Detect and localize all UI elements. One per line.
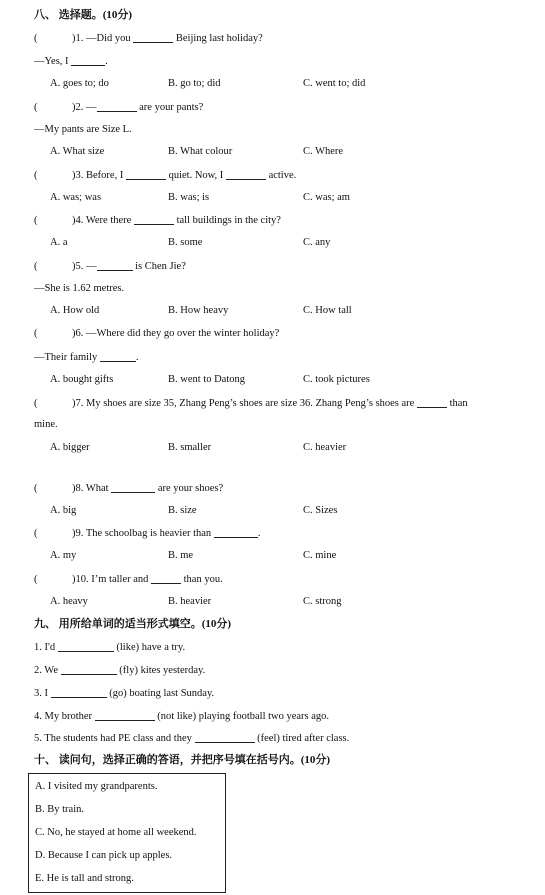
- q1-option-b[interactable]: B. go to; did: [168, 78, 221, 89]
- answer-b: B. By train.: [35, 804, 84, 815]
- q7-option-a[interactable]: A. bigger: [50, 442, 90, 453]
- answer-c: C. No, he stayed at home all weekend.: [35, 827, 197, 838]
- fill-item-4: 4. My brother (not like) playing football two years ago.: [34, 711, 330, 722]
- fill-item-2: 2. We (fly) kites yesterday.: [34, 665, 206, 676]
- blank[interactable]: [61, 663, 117, 675]
- blank[interactable]: [214, 526, 258, 538]
- answer-d: D. Because I can pick up apples.: [35, 850, 173, 861]
- q10-option-a[interactable]: A. heavy: [50, 596, 88, 607]
- q3-option-b[interactable]: B. was; is: [168, 192, 210, 203]
- q2-option-a[interactable]: A. What size: [50, 146, 105, 157]
- q4-option-a[interactable]: A. a: [50, 237, 68, 248]
- fill-item-1: 1. I'd (like) have a try.: [34, 642, 186, 653]
- q3-option-c[interactable]: C. was; am: [303, 192, 350, 203]
- q5-option-b[interactable]: B. How heavy: [168, 305, 229, 316]
- q7-option-c[interactable]: C. heavier: [303, 442, 347, 453]
- blank[interactable]: [100, 350, 136, 362]
- q9-option-c[interactable]: C. mine: [303, 550, 337, 561]
- blank[interactable]: [51, 686, 107, 698]
- q2-option-c[interactable]: C. Where: [303, 146, 344, 157]
- question-1-reply: —Yes, I .: [34, 56, 108, 67]
- question-1: ( )1. —Did you Beijing last holiday?: [34, 33, 263, 44]
- blank[interactable]: [95, 709, 155, 721]
- q5-option-a[interactable]: A. How old: [50, 305, 100, 316]
- question-8: ( )8. What are your shoes?: [34, 483, 224, 494]
- q10-option-b[interactable]: B. heavier: [168, 596, 212, 607]
- q6-option-a[interactable]: A. bought gifts: [50, 374, 114, 385]
- blank[interactable]: [133, 31, 173, 43]
- question-10: ( )10. I’m taller and than you.: [34, 574, 223, 585]
- blank[interactable]: [111, 481, 155, 493]
- q9-option-b[interactable]: B. me: [168, 550, 194, 561]
- blank[interactable]: [151, 572, 181, 584]
- blank[interactable]: [97, 100, 137, 112]
- q4-option-b[interactable]: B. some: [168, 237, 203, 248]
- blank[interactable]: [97, 259, 133, 271]
- blank[interactable]: [71, 54, 105, 66]
- section-8-title: 八、 选择题。(10分): [34, 9, 133, 21]
- fill-item-3: 3. I (go) boating last Sunday.: [34, 688, 215, 699]
- q2-option-b[interactable]: B. What colour: [168, 146, 233, 157]
- q1-option-a[interactable]: A. goes to; do: [50, 78, 109, 89]
- question-2-reply: —My pants are Size L.: [34, 124, 132, 135]
- q3-option-a[interactable]: A. was; was: [50, 192, 102, 203]
- q4-option-c[interactable]: C. any: [303, 237, 331, 248]
- q8-option-c[interactable]: C. Sizes: [303, 505, 338, 516]
- q7-option-b[interactable]: B. smaller: [168, 442, 212, 453]
- blank[interactable]: [134, 213, 174, 225]
- section-9-title: 九、 用所给单词的适当形式填空。(10分): [34, 618, 232, 630]
- question-6-reply: —Their family .: [34, 352, 139, 363]
- q8-option-a[interactable]: A. big: [50, 505, 77, 516]
- question-7: ( )7. My shoes are size 35, Zhang Peng’s shoes are size 36. Zhang Peng’s shoes are than: [34, 398, 468, 409]
- q8-option-b[interactable]: B. size: [168, 505, 197, 516]
- q10-option-c[interactable]: C. strong: [303, 596, 342, 607]
- blank[interactable]: [126, 168, 166, 180]
- question-3: ( )3. Before, I quiet. Now, I active.: [34, 170, 297, 181]
- question-5-reply: —She is 1.62 metres.: [34, 283, 125, 294]
- section-10-title: 十、 读问句，选择正确的答语，并把序号填在括号内。(10分): [34, 754, 331, 766]
- blank[interactable]: [195, 731, 255, 743]
- blank[interactable]: [58, 640, 114, 652]
- question-9: ( )9. The schoolbag is heavier than .: [34, 528, 261, 539]
- blank[interactable]: [417, 396, 447, 408]
- answer-box: [28, 773, 226, 893]
- fill-item-5: 5. The students had PE class and they (feel) tired after class.: [34, 733, 350, 744]
- blank[interactable]: [226, 168, 266, 180]
- answer-a: A. I visited my grandparents.: [35, 781, 158, 792]
- question-7-continued: mine.: [34, 419, 58, 430]
- q1-option-c[interactable]: C. went to; did: [303, 78, 366, 89]
- question-6: ( )6. —Where did they go over the winter holiday?: [34, 328, 280, 339]
- question-4: ( )4. Were there tall buildings in the city?: [34, 215, 281, 226]
- q9-option-a[interactable]: A. my: [50, 550, 77, 561]
- q5-option-c[interactable]: C. How tall: [303, 305, 352, 316]
- q6-option-b[interactable]: B. went to Datong: [168, 374, 245, 385]
- question-5: ( )5. — is Chen Jie?: [34, 261, 186, 272]
- q6-option-c[interactable]: C. took pictures: [303, 374, 370, 385]
- answer-e: E. He is tall and strong.: [35, 873, 134, 884]
- question-2: ( )2. — are your pants?: [34, 102, 204, 113]
